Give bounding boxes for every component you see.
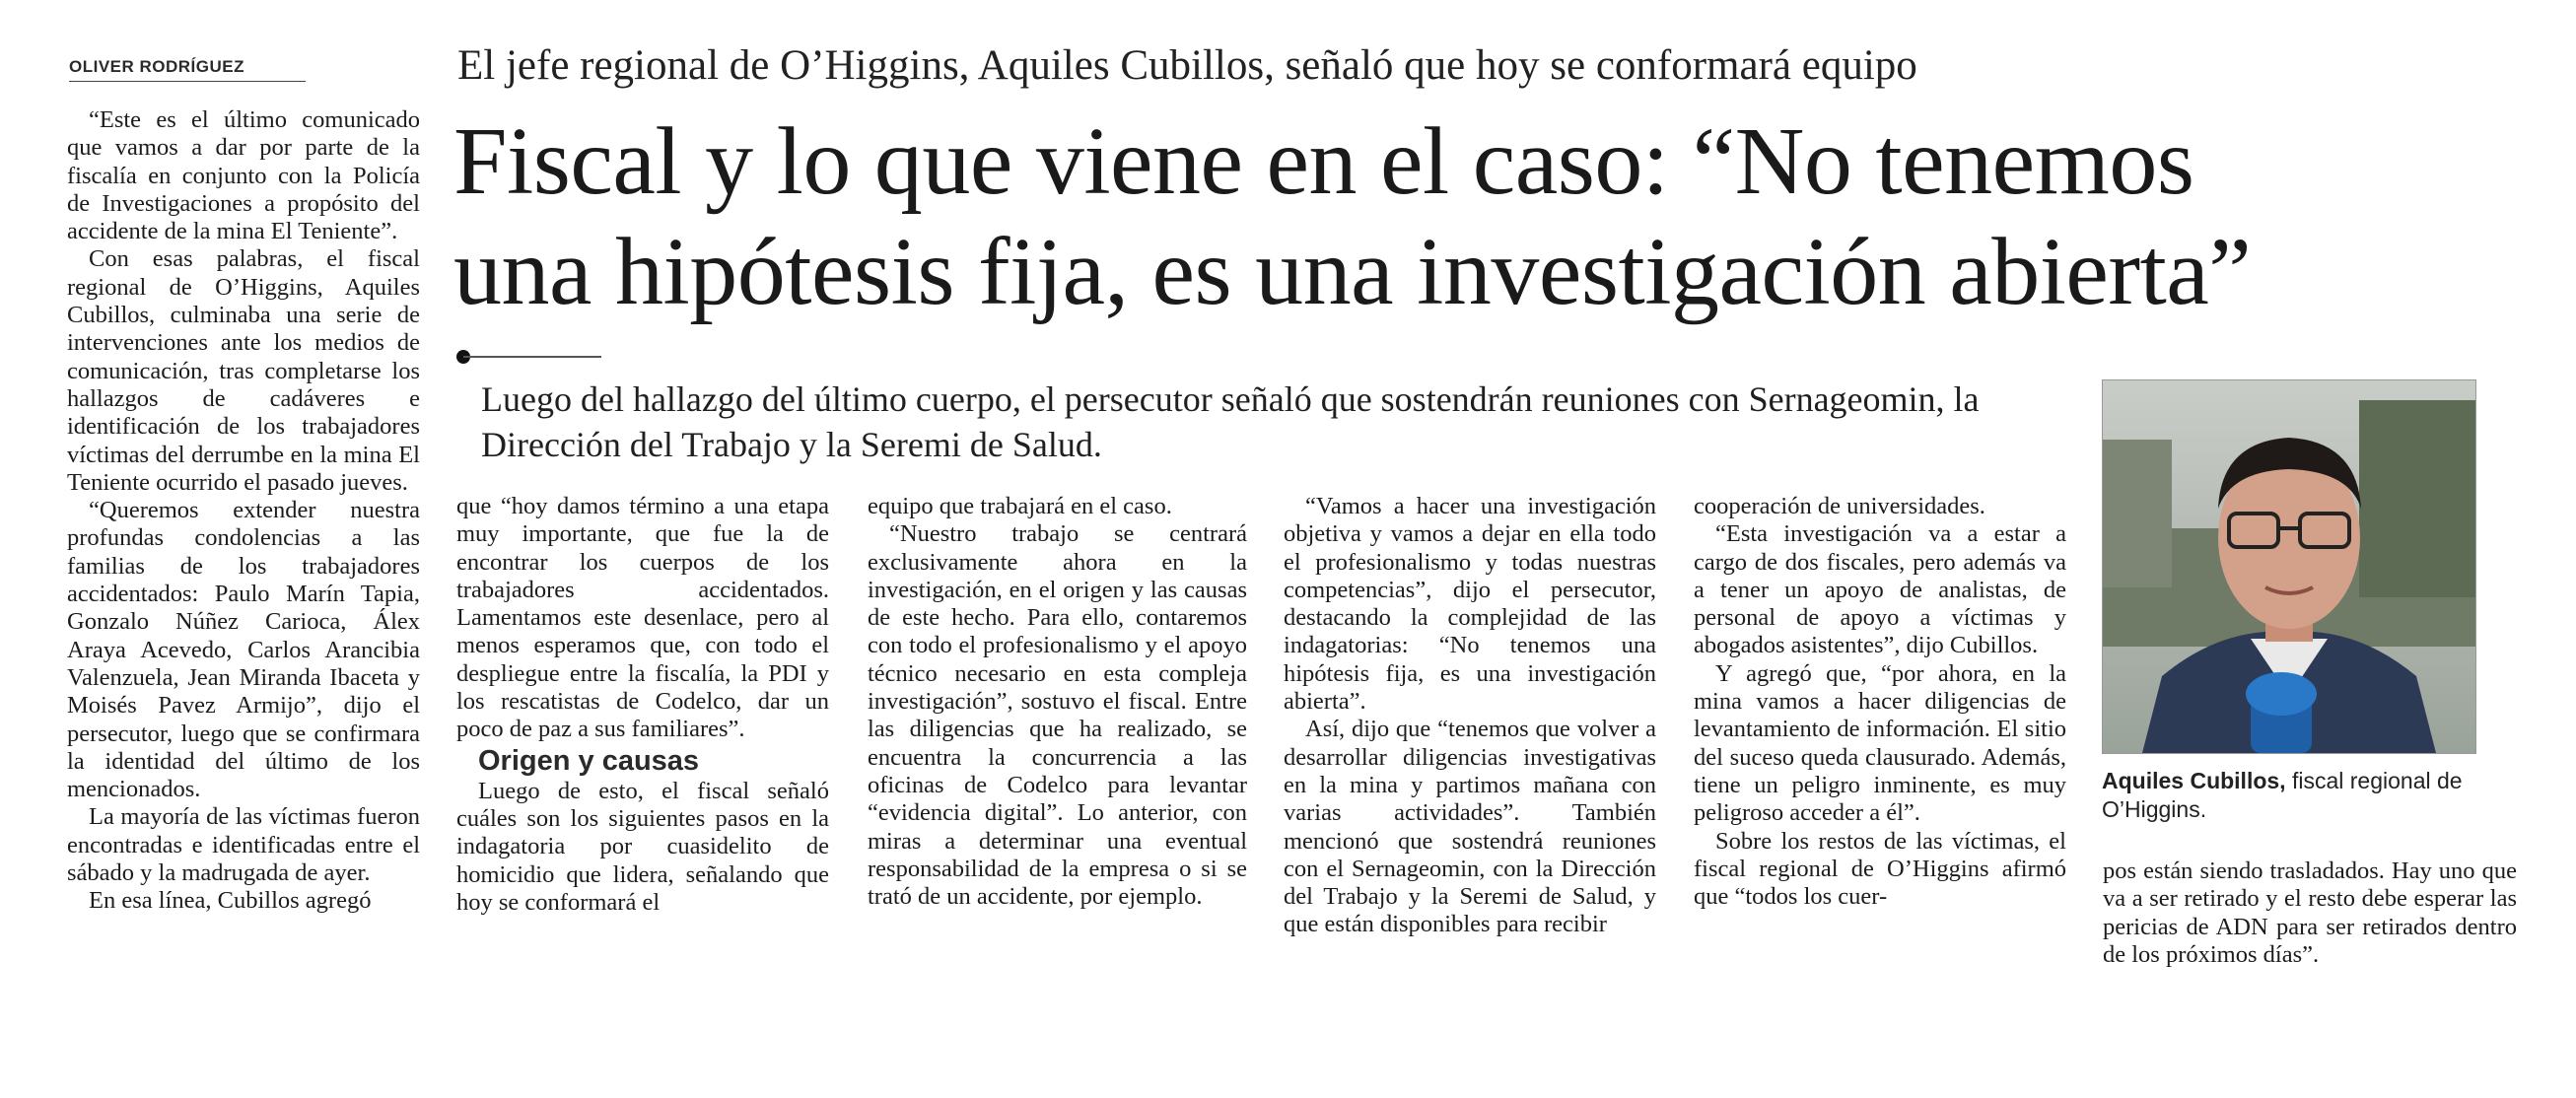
paragraph: equipo que trabajará en el caso.: [868, 493, 1172, 519]
paragraph: cooperación de universidades.: [1694, 493, 1985, 519]
subheading: Origen y causas: [478, 744, 700, 777]
paragraph: “Nuestro trabajo se centrará exclusivamente ahora en la investigación, en el origen y las causas de este hecho. Para ello, contaremos con todo el profesionalismo y el apoyo técnico necesario en esta compleja investigación”, sostuvo el fiscal. Entre las diligencias que ha realizado, se encuentra la concurrencia a las oficinas de Codelco para levantar “evidencia digital”. Lo anterior, con miras a determinar una eventual responsabilidad de la empresa o si se trató de un accidente, por ejemplo.: [868, 520, 1247, 911]
paragraph: “Esta investigación va a estar a cargo de dos fiscales, pero además va a tener un apoyo de analistas, de personal de apoyo a víctimas y abogados asistentes”, dijo Cubillos.: [1694, 520, 2066, 659]
deck: Luego del hallazgo del último cuerpo, el persecutor señaló que sostendrán reuniones con Sernageomin, la Dirección del Trabajo y la Seremi de Salud.: [481, 379, 1980, 464]
paragraph: “Queremos extender nuestra profundas condolencias a las familias de los trabajadores accidentados: Paulo Marín Tapia, Gonzalo Núñez Carioca, Álex Araya Acevedo, Carlos Arancibia Valenzuela, Jean Miranda Ibaceta y Moisés Pavez Armijo”, dijo el persecutor, luego que se confirmara la identidad del último de los mencionados.: [67, 497, 420, 803]
caption-name: Aquiles Cubillos,: [2102, 768, 2286, 793]
paragraph: pos están siendo trasladados. Hay uno que va a ser retirado y el resto debe esperar las pericias de ADN para ser retirados dentro de los próximos días”.: [2103, 858, 2517, 968]
rule-divider: [463, 356, 601, 358]
paragraph: En esa línea, Cubillos agregó: [89, 887, 372, 915]
paragraph: Luego de esto, el fiscal señaló cuáles son los siguientes pasos en la indagatoria por cuasidelito de homicidio que lidera, señalando que hoy se conformará el: [456, 777, 829, 916]
column-1: [67, 106, 420, 916]
column-5: [1694, 493, 2066, 911]
paragraph: “Vamos a hacer una investigación objetiva y vamos a dejar en ella todo el profesionalismo y todas nuestras competencias”, dijo el persecutor, destacando la complejidad de las indagatorias: “No tenemos una hipótesis fija, es una investigación abierta”.: [1284, 493, 1656, 716]
headline: [453, 106, 2543, 327]
headline-line-1: Fiscal y lo que viene en el caso: “No tenemos: [453, 108, 2194, 215]
paragraph: Y agregó que, “por ahora, en la mina vamos a hacer diligencias de levantamiento de información. El sitio del suceso queda clausurado. Además, tiene un peligro inminente, es muy peligroso acceder a él”.: [1694, 659, 2066, 827]
column-6: [2103, 858, 2517, 969]
paragraph: Así, dijo que “tenemos que volver a desarrollar diligencias investigativas en la mina y partimos mañana con varias actividades”. También mencionó que sostendrá reuniones con el Sernageomin, con la Dirección del Trabajo y la Seremi de Salud, y que están disponibles para recibir: [1284, 716, 1656, 938]
paragraph: “Este es el último comunicado que vamos a dar por parte de la fiscalía en conjunto con la Policía de Investigaciones a propósito del accidente de la mina El Teniente”.: [67, 106, 420, 245]
caption-role: fiscal regional de O’Higgins.: [2102, 768, 2463, 822]
paragraph: La mayoría de las víctimas fueron encontradas e identificadas entre el sábado y la madrugada de ayer.: [67, 803, 420, 887]
paragraph: Con esas palabras, el fiscal regional de O’Higgins, Aquiles Cubillos, culminaba una serie de intervenciones ante los medios de comunicación, tras completarse los hallazgos de cadáveres e identificación de los trabajadores víctimas del derrumbe en la mina El Teniente ocurrido el pasado jueves.: [67, 245, 420, 496]
kicker: El jefe regional de O’Higgins, Aquiles Cubillos, señaló que hoy se conformará equipo: [457, 42, 1917, 89]
column-2: [456, 493, 829, 917]
headline-line-2: una hipótesis fija, es una investigación abierta”: [453, 219, 2252, 325]
byline: OLIVER RODRÍGUEZ: [69, 57, 306, 82]
column-3: [868, 493, 1247, 911]
portrait-photo: [2102, 379, 2476, 754]
paragraph: Sobre los restos de las víctimas, el fiscal regional de O’Higgins afirmó que “todos los cuer-: [1694, 827, 2066, 911]
column-4: [1284, 493, 1656, 939]
photo-caption: [2102, 767, 2496, 824]
paragraph: que “hoy damos término a una etapa muy importante, que fue la de encontrar los cuerpos de los trabajadores accidentados. Lamentamos este desenlace, pero al menos esperamos que, con todo el despliegue entre la fiscalía, la PDI y los rescatistas de Codelco, dar un poco de paz a sus familiares”.: [456, 493, 829, 743]
